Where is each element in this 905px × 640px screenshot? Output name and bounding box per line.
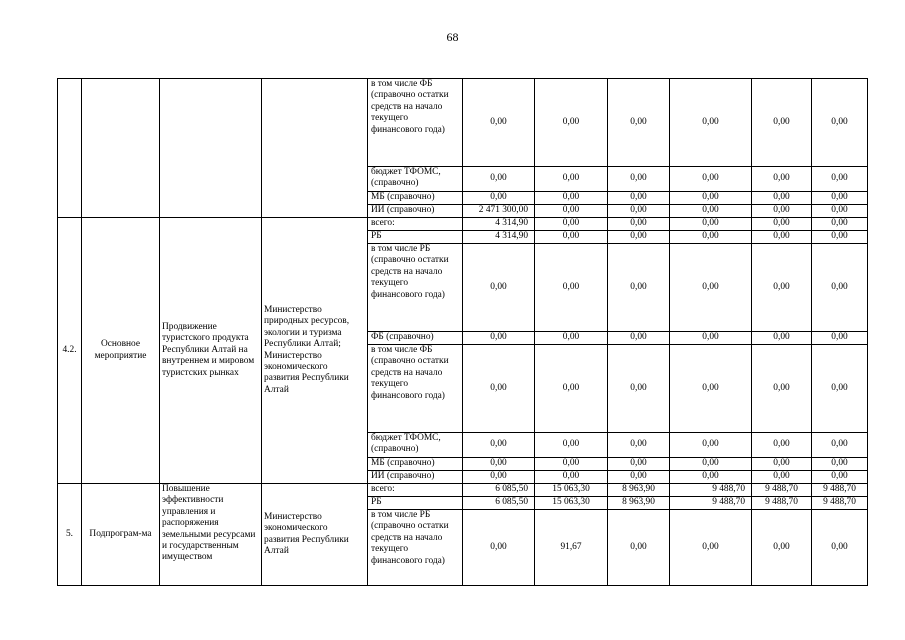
cell-value: 0,00 [463,471,535,484]
cell-value: 8 963,90 [608,484,670,497]
cell-value: 0,00 [752,218,812,231]
cell-value: 0,00 [535,345,608,433]
cell-value: 9 488,70 [670,484,752,497]
row-label: бюджет ТФОМС, (справочно) [368,167,463,192]
cell-value: 0,00 [670,79,752,167]
cell-value: 0,00 [463,167,535,192]
cell-value: 0,00 [608,433,670,458]
finance-table [57,78,868,586]
item-name: Повышение эффективности управления и распоряжения земельными ресурсами и государственным имуществом [160,484,262,586]
cell-value: 9 488,70 [752,484,812,497]
cell-value: 0,00 [535,167,608,192]
cell-value: 0,00 [812,218,868,231]
cell-value: 0,00 [752,167,812,192]
cell-value: 0,00 [812,79,868,167]
cell-value: 0,00 [535,433,608,458]
cell-value: 0,00 [752,510,812,586]
table-row [58,484,868,497]
cell-value: 2 471 300,00 [463,205,535,218]
cell-value: 0,00 [608,205,670,218]
cell-value: 9 488,70 [812,484,868,497]
cell-value: 0,00 [752,79,812,167]
cell-value: 0,00 [670,345,752,433]
cell-value: 15 063,30 [535,484,608,497]
cell-value: 0,00 [463,345,535,433]
cell-value: 0,00 [670,192,752,205]
row-label: МБ (справочно) [368,192,463,205]
cell-value: 0,00 [752,471,812,484]
cell-value: 0,00 [670,458,752,471]
cell-value: 0,00 [670,167,752,192]
cell-value: 0,00 [670,244,752,332]
cell-value: 0,00 [752,192,812,205]
cell-value: 4 314,90 [463,231,535,244]
cell-value: 0,00 [812,458,868,471]
cell-value: 0,00 [812,205,868,218]
row-label: всего: [368,218,463,231]
cell-value: 0,00 [463,244,535,332]
row-label: в том числе РБ (справочно остатки средств на начало текущего финансового года) [368,244,463,332]
row-label: в том числе ФБ (справочно остатки средств на начало текущего финансового года) [368,345,463,433]
cell-value: 0,00 [463,192,535,205]
table-row [58,218,868,231]
cell-value: 91,67 [535,510,608,586]
cell-value: 8 963,90 [608,497,670,510]
row-label: бюджет ТФОМС, (справочно) [368,433,463,458]
cell-value: 0,00 [670,205,752,218]
row-label: ФБ (справочно) [368,332,463,345]
cell-value: 0,00 [608,244,670,332]
cell-value: 0,00 [463,433,535,458]
item-number: 4.2. [58,218,82,484]
cell-value: 0,00 [608,471,670,484]
cell-value: 0,00 [608,458,670,471]
cell-value: 9 488,70 [752,497,812,510]
cell-value: 0,00 [670,510,752,586]
cell-value: 0,00 [535,79,608,167]
cell-value: 0,00 [812,231,868,244]
cell-value: 0,00 [535,231,608,244]
cell-value: 15 063,30 [535,497,608,510]
cell-value: 0,00 [670,332,752,345]
cell-value: 0,00 [535,218,608,231]
cell-value: 0,00 [670,433,752,458]
cell-value: 0,00 [608,79,670,167]
cell-value: 0,00 [608,510,670,586]
cell-value: 0,00 [752,458,812,471]
cell-value: 0,00 [608,332,670,345]
item-number: 5. [58,484,82,586]
cell-value: 0,00 [670,471,752,484]
cell-value: 0,00 [535,458,608,471]
cell-value: 0,00 [608,218,670,231]
cell-value: 0,00 [752,433,812,458]
cell-value: 0,00 [535,471,608,484]
cell-value: 0,00 [608,231,670,244]
cell-value: 0,00 [812,332,868,345]
row-label: РБ [368,497,463,510]
cell-value: 0,00 [812,345,868,433]
row-label: всего: [368,484,463,497]
cell-value: 0,00 [812,192,868,205]
cell-value: 0,00 [535,244,608,332]
page-number: 68 [446,30,459,44]
cell-value: 9 488,70 [670,497,752,510]
row-label: РБ [368,231,463,244]
cell-value: 0,00 [608,192,670,205]
cell-value: 0,00 [463,332,535,345]
cell-value: 0,00 [463,510,535,586]
cell-value: 0,00 [535,192,608,205]
cell-value: 0,00 [463,79,535,167]
cell-value: 9 488,70 [812,497,868,510]
cell-value: 0,00 [463,458,535,471]
row-label: ИИ (справочно) [368,471,463,484]
item-type: Основное мероприятие [82,218,160,484]
cell-value: 0,00 [670,218,752,231]
cell-value: 0,00 [535,332,608,345]
cell-value: 0,00 [752,345,812,433]
item-name: Продвижение туристского продукта Республики Алтай на внутреннем и мировом туристских рынках [160,218,262,484]
cell-value: 0,00 [812,244,868,332]
cell-value: 0,00 [812,167,868,192]
cell-value: 0,00 [752,244,812,332]
cell-value: 0,00 [608,167,670,192]
cell-value: 0,00 [752,332,812,345]
cell-value: 0,00 [752,231,812,244]
cell-value: 4 314,90 [463,218,535,231]
row-label: МБ (справочно) [368,458,463,471]
cell-value: 0,00 [752,205,812,218]
row-label: в том числе РБ (справочно остатки средств на начало текущего финансового года) [368,510,463,586]
item-executor: Министерство экономического развития Республики Алтай [262,484,368,586]
cell-value: 0,00 [812,510,868,586]
item-type: Подпрограм-ма [82,484,160,586]
cell-value: 0,00 [812,471,868,484]
cell-value: 0,00 [535,205,608,218]
cell-value: 0,00 [608,345,670,433]
table-row [58,79,868,167]
cell-value: 0,00 [812,433,868,458]
cell-value: 6 085,50 [463,497,535,510]
row-label: ИИ (справочно) [368,205,463,218]
item-executor: Министерство природных ресурсов, экологии и туризма Республики Алтай; Министерство экономического развития Республики Алтай [262,218,368,484]
row-label: в том числе ФБ (справочно остатки средств на начало текущего финансового года) [368,79,463,167]
cell-value: 6 085,50 [463,484,535,497]
cell-value: 0,00 [670,231,752,244]
